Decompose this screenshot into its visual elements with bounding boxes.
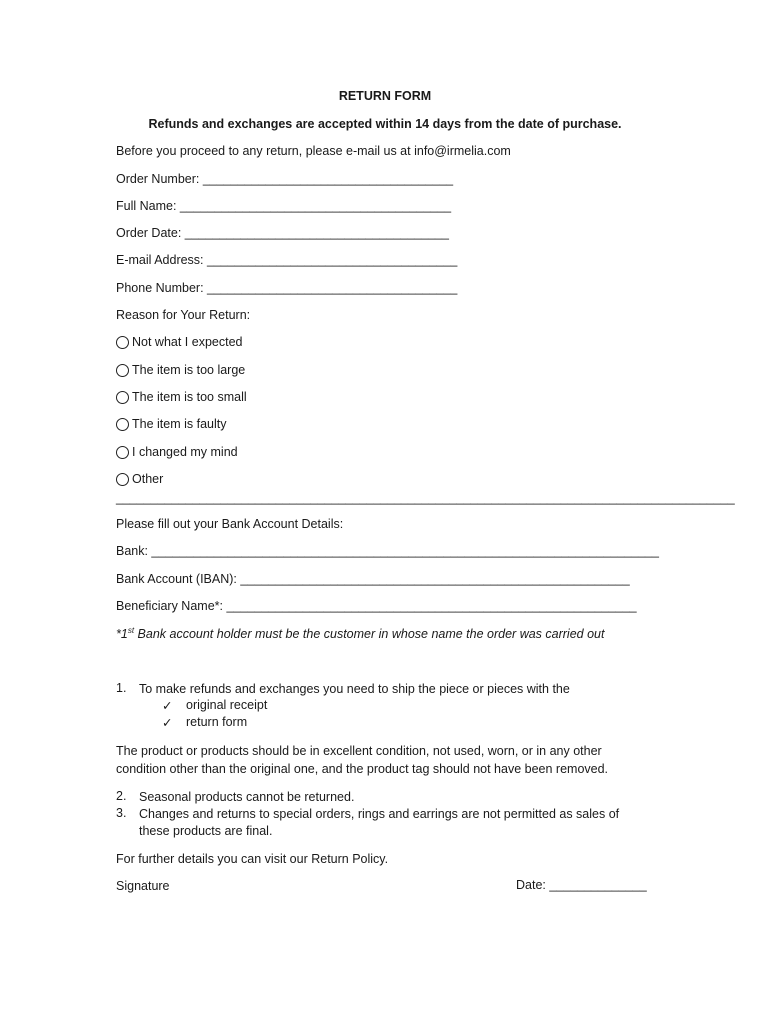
- signature-label: Signature: [116, 879, 170, 893]
- check-icon: ✓: [162, 699, 173, 713]
- reason-label-text: I changed my mind: [132, 445, 238, 459]
- order-number-field[interactable]: Order Number: ____________________________________: [116, 172, 454, 186]
- list-number-3: 3.: [116, 806, 127, 820]
- radio-icon[interactable]: [116, 446, 129, 459]
- reason-label-text: Other: [132, 472, 164, 486]
- reason-label-text: The item is too small: [132, 390, 247, 404]
- condition-text-2: condition other than the original one, and the product tag should not have been removed.: [116, 762, 609, 776]
- reason-label-text: The item is too large: [132, 363, 246, 377]
- radio-icon[interactable]: [116, 473, 129, 486]
- list-number-1: 1.: [116, 681, 127, 695]
- check-icon: ✓: [162, 716, 173, 730]
- email-field[interactable]: E-mail Address: ____________________________________: [116, 253, 458, 267]
- bank-footnote: [116, 626, 604, 642]
- list-item-3-line2: these products are final.: [139, 824, 273, 838]
- intro-text: Before you proceed to any return, please e-mail us at info@irmelia.com: [116, 144, 511, 158]
- list-item-2: Seasonal products cannot be returned.: [139, 790, 355, 804]
- list-number-2: 2.: [116, 789, 127, 803]
- footnote-prefix: *1: [116, 627, 128, 641]
- reason-option-not-expected[interactable]: [116, 334, 242, 350]
- further-details-text: For further details you can visit our Return Policy.: [116, 852, 389, 866]
- beneficiary-field[interactable]: Beneficiary Name*: ___________________________________________________________: [116, 599, 637, 613]
- reason-option-too-small[interactable]: [116, 389, 247, 405]
- reason-label-text: The item is faulty: [132, 417, 227, 431]
- radio-icon[interactable]: [116, 336, 129, 349]
- reason-option-changed-mind[interactable]: [116, 444, 238, 460]
- reason-label: Reason for Your Return:: [116, 308, 251, 322]
- reason-label-text: Not what I expected: [132, 335, 243, 349]
- phone-field[interactable]: Phone Number: ____________________________________: [116, 281, 458, 295]
- reason-option-faulty[interactable]: [116, 416, 226, 432]
- check-item-return-form: return form: [186, 715, 248, 729]
- reason-option-other[interactable]: [116, 471, 163, 487]
- date-field[interactable]: Date: ______________: [516, 878, 647, 892]
- order-date-field[interactable]: Order Date: ______________________________________: [116, 226, 449, 240]
- condition-text-1: The product or products should be in excellent condition, not used, worn, or in any other: [116, 744, 602, 758]
- reason-option-too-large[interactable]: [116, 362, 245, 378]
- iban-field[interactable]: Bank Account (IBAN): ________________________________________________________: [116, 572, 630, 586]
- radio-icon[interactable]: [116, 418, 129, 431]
- check-item-receipt: original receipt: [186, 698, 268, 712]
- policy-subtitle: Refunds and exchanges are accepted within 14 days from the date of purchase.: [148, 117, 622, 131]
- radio-icon[interactable]: [116, 391, 129, 404]
- other-reason-line[interactable]: _________________________________________________________________________________________: [116, 491, 735, 505]
- list-item-3-line1: Changes and returns to special orders, rings and earrings are not permitted as sales of: [139, 807, 620, 821]
- bank-details-heading: Please fill out your Bank Account Details:: [116, 517, 344, 531]
- radio-icon[interactable]: [116, 364, 129, 377]
- footnote-superscript: st: [127, 625, 135, 635]
- footnote-text: Bank account holder must be the customer in whose name the order was carried out: [134, 627, 605, 641]
- list-item-1: To make refunds and exchanges you need to ship the piece or pieces with the: [139, 682, 570, 696]
- page-title: RETURN FORM: [338, 89, 432, 103]
- bank-field[interactable]: Bank: _________________________________________________________________________: [116, 544, 659, 558]
- full-name-field[interactable]: Full Name: _______________________________________: [116, 199, 452, 213]
